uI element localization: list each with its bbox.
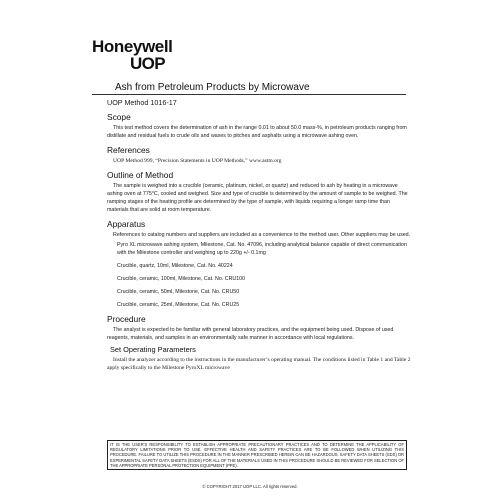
outline-heading: Outline of Method — [107, 170, 174, 180]
procedure-heading: Procedure — [107, 314, 146, 324]
logo-brand: Honeywell — [92, 37, 173, 56]
apparatus-item: Crucible, ceramic, 25ml, Milestone, Cat. No. CRU25 — [117, 302, 240, 308]
title-divider — [92, 94, 406, 95]
logo-sub: UOP — [130, 54, 166, 73]
apparatus-item: Crucible, ceramic, 100ml, Milestone, Cat. No. CRU100 — [117, 276, 246, 282]
apparatus-item: Crucible, ceramic, 50ml, Milestone, Cat. No. CRU50 — [117, 289, 240, 295]
document-body — [107, 98, 412, 374]
outline-text: The sample is weighed into a crucible (ceramic, platinum, nickel, or quartz) and reduced to ash by heating in a microwave ashing oven at 775°C, cooled and weighed. Size and type of crucible is determined by the amount of sample to be weighed. The ramping stages of the heating profile are determined by the type of sample, with liquids requiring a longer ramp time than materials that are solid at room temperature. — [107, 183, 408, 213]
method-number: UOP Method 1016-17 — [107, 98, 177, 107]
procedure-text: The analyst is expected to be familiar with general laboratory practices, and the equipment being used. Dispose of used reagents, materials, and samples in an environmentally safe manner in accordance with local regulations. — [107, 327, 394, 341]
honeywell-uop-logo — [92, 38, 182, 73]
set-operating-parameters-text: Install the analyzer according to the instructions in the manufacturer’s operating manual. The conditions listed in Table 1 and Table 2 apply specifically to the Milestone PyroXL microwave — [107, 357, 411, 371]
copyright-footer: © COPYRIGHT 2017 UOP LLC. All rights reserved. — [202, 484, 298, 489]
apparatus-intro: References to catalog numbers and suppliers are included as a convenience to the method user. Other suppliers may be used. — [113, 232, 411, 238]
apparatus-list — [117, 241, 412, 309]
safety-notice-box: IT IS THE USER'S RESPONSIBILITY TO ESTABLISH APPROPRIATE PRECAUTIONARY PRACTICES AND TO DETERMINE THE APPLICABILITY OF REGULATORY LIMITATIONS PRIOR TO USE. EFFECTIVE HEALTH AND SAFETY PRACTICES ARE TO BE FOLLOWED WHEN UTILIZING THIS PROCEDURE. FAILURE TO UTILIZE THIS PROCEDURE IN THE MANNER PRESCRIBED HEREIN CAN BE HAZARDOUS. SAFETY DATA SHEETS (SDS) OR EXPERIMENTAL SAFETY DATA SHEETS (ESDS) FOR ALL OF THE MATERIALS USED IN THIS PROCEDURE SHOULD BE REVIEWED FOR SELECTION OF THE APPROPRIATE PERSONAL PROTECTION EQUIPMENT (PPE). — [107, 440, 407, 470]
references-heading: References — [107, 145, 150, 155]
apparatus-item: Pyro XL microwave ashing system, Milestone, Cat. No. 47096, including analytical balance capable of direct communication with the Milestone controller and weighing up to 220g +/- 0.1mg — [117, 242, 407, 256]
references-text: UOP Method 999, “Precision Statements in UOP Methods,” www.astm.org — [113, 158, 282, 164]
apparatus-heading: Apparatus — [107, 219, 146, 229]
document-title: Ash from Petroleum Products by Microwave — [115, 82, 310, 93]
set-operating-parameters-heading: Set Operating Parameters — [110, 345, 196, 354]
scope-text: This test method covers the determination of ash in the range 0.01 to about 50.0 mass-%, in petroleum products ranging from distillate and residual fuels to crude oils and waxes to pitches and asphalts using a microwave ashing oven. — [107, 125, 407, 139]
scope-heading: Scope — [107, 112, 131, 122]
apparatus-item: Crucible, quartz, 10ml, Milestone, Cat. No. 40224 — [117, 263, 233, 269]
